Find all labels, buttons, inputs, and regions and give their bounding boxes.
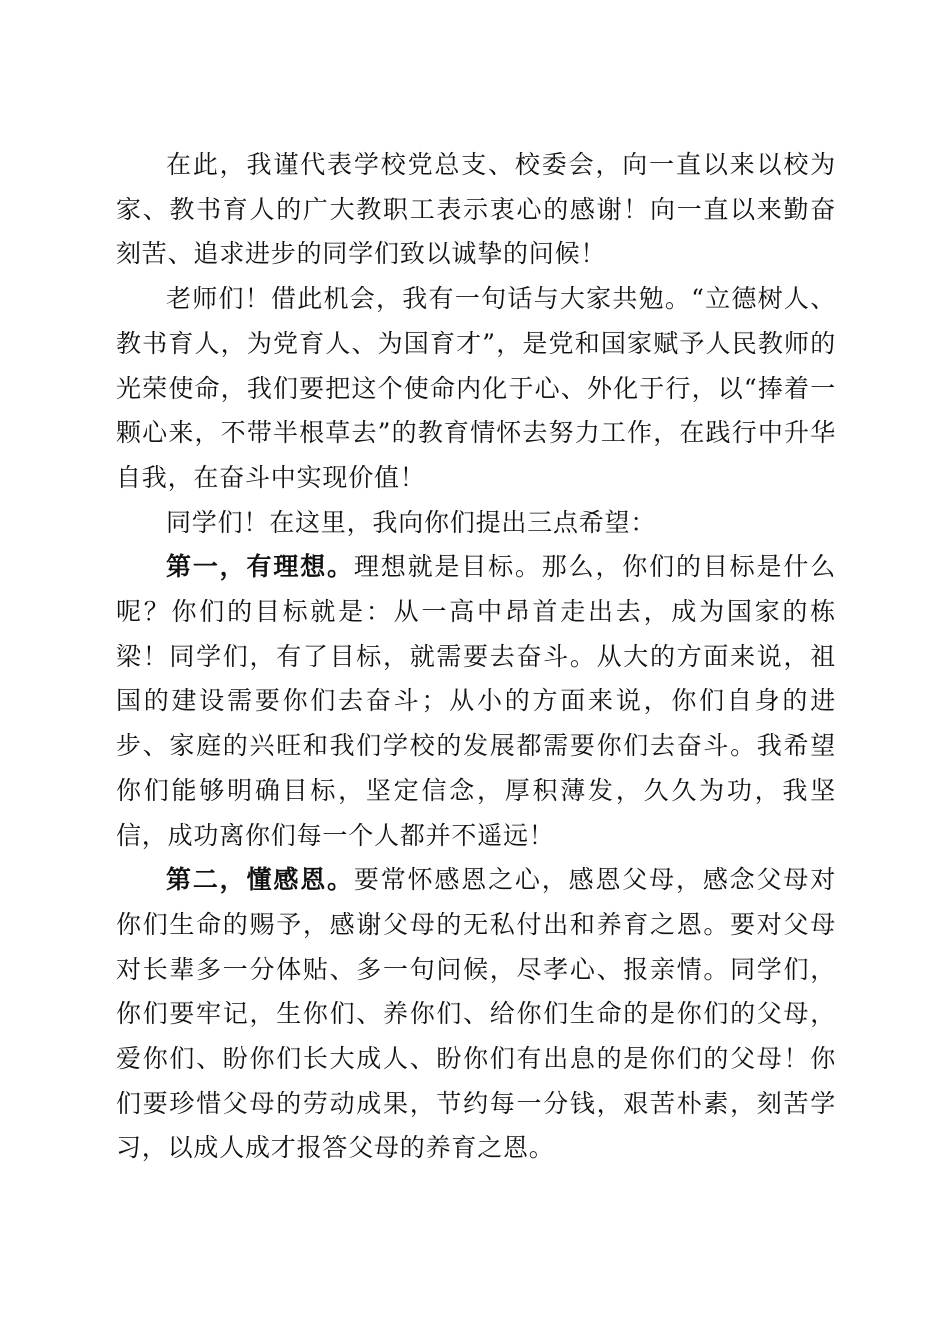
paragraph-hope-ideals: [116, 545, 836, 858]
paragraph-lead: 第二，懂感恩。: [166, 865, 354, 895]
paragraph-text: 要常怀感恩之心，感恩父母，感念父母对你们生命的赐予，感谢父母的无私付出和养育之恩。要对父母对长辈多一分体贴、多一句问候，尽孝心、报亲情。同学们，你们要牢记，生你们、养你们、给你们生命的是你们的父母，爱你们、盼你们长大成人、盼你们有出息的是你们的父母！你们要珍惜父母的劳动成果，节约每一分钱，艰苦朴素，刻苦学习，以成人成才报答父母的养育之恩。: [116, 865, 836, 1163]
paragraph-text: 在此，我谨代表学校党总支、校委会，向一直以来以校为家、教书育人的广大教职工表示衷心的感谢！向一直以来勤奋刻苦、追求进步的同学们致以诚挚的问候！: [116, 150, 836, 269]
paragraph-text: 同学们！在这里，我向你们提出三点希望：: [166, 507, 657, 537]
document-body: [116, 143, 836, 1171]
paragraph-lead: 第一，有理想。: [166, 552, 354, 582]
paragraph-text: 理想就是目标。那么，你们的目标是什么呢？你们的目标就是：从一高中昂首走出去，成为国家的栋梁！同学们，有了目标，就需要去奋斗。从大的方面来说，祖国的建设需要你们去奋斗；从小的方面来说，你们自身的进步、家庭的兴旺和我们学校的发展都需要你们去奋斗。我希望你们能够明确目标，坚定信念，厚积薄发，久久为功，我坚信，成功离你们每一个人都并不遥远！: [116, 552, 836, 850]
paragraph-greeting: [116, 143, 836, 277]
paragraph-text: 老师们！借此机会，我有一句话与大家共勉。“立德树人、教书育人，为党育人、为国育才”，是党和国家赋予人民教师的光荣使命，我们要把这个使命内化于心、外化于行，以“捧着一颗心来，不带半根草去”的教育情怀去努力工作，在践行中升华自我，在奋斗中实现价值！: [116, 284, 836, 492]
paragraph-teachers: [116, 277, 836, 501]
paragraph-hope-gratitude: [116, 858, 836, 1171]
paragraph-students-intro: [116, 501, 836, 546]
